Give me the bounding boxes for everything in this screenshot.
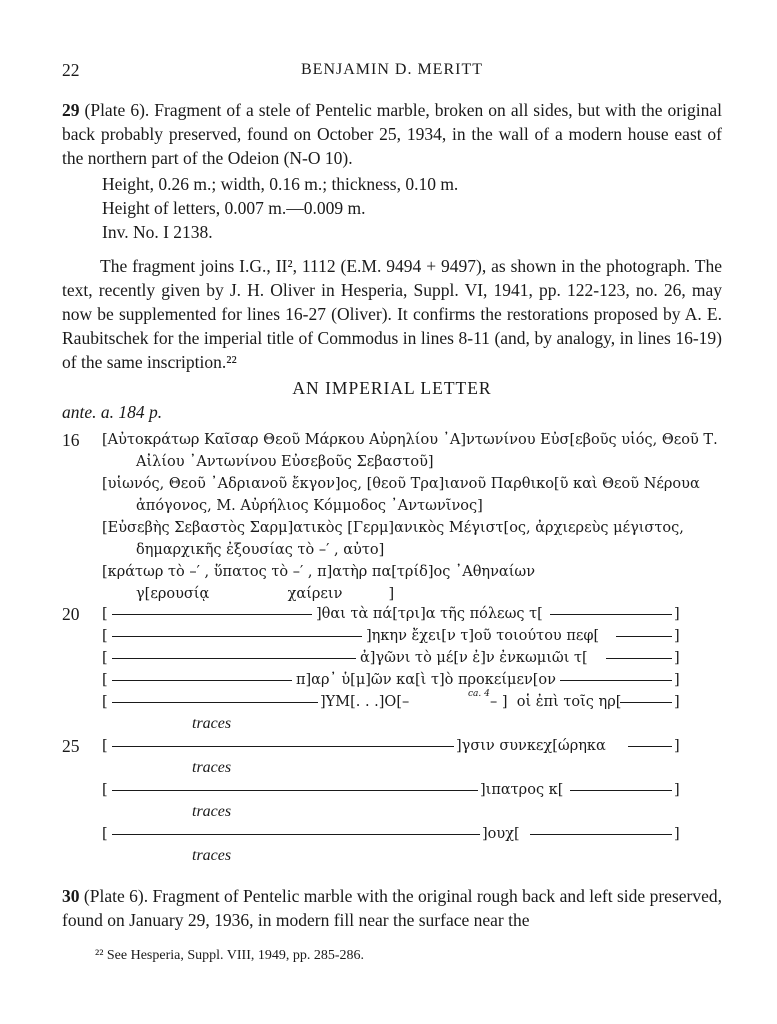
inscription-line-18b: δημαρχικῆς ἐξουσίας τὸ –′ , αὐτο] [136,542,385,558]
lacuna-right-bracket: ] [674,694,680,710]
line-number-16: 16 [62,430,80,450]
lacuna-right-bracket: ] [674,826,680,842]
page-header [62,58,722,82]
entry-29-measurements [102,172,702,244]
lacuna-dashes [620,702,672,703]
inscription-line-24a: ]ΥΜ[. . .]Ο[– [320,694,414,710]
lacuna-dashes [550,614,672,615]
inscription-line-19b: γ[ερουσίᾳ χαίρειν ] [136,586,395,602]
lacuna-right-bracket: ] [674,628,680,644]
entry-29-discussion: The fragment joins I.G., II², 1112 (E.M. 9494 + 9497), as shown in the photograph. The text, recently given by J. H. Oliver in Hesperia, Suppl. VI, 1941, pp. 122-123, no. 26, may now be supplemented for lines 16-27 (Oliver). It confirms the restorations proposed by A. E. Raubitschek for the imperial title of Commodus in lines 8-11 (and, by analogy, in lines 16-19) of the same inscription.²² [62,256,722,372]
measurement-dimensions: Height, 0.26 m.; width, 0.16 m.; thickness, 0.10 m. [102,174,459,194]
lacuna-left-bracket: [ [102,782,108,798]
entry-29-text: (Plate 6). Fragment of a stele of Pentelic marble, broken on all sides, but with the original back probably preserved, found on October 25, 1934, in the wall of a modern house east of the northern part of the Odeion (N-O 10). [62,100,722,168]
page-number: 22 [62,60,80,80]
inscription-line-26: ]ιπατρος κ[ [480,782,564,798]
lacuna-left-bracket: [ [102,606,108,622]
inscription-line-20: ]θαι τὰ πά[τρι]α τῆς πόλεως τ[ [316,606,543,622]
traces-label: traces [192,803,232,820]
entry-30-number: 30 [62,886,80,906]
inscription-line-16b: Αἰλίου ᾿Αντωνίνου Εὐσεβοῦς Σεβαστοῦ] [136,454,434,470]
entry-29-paragraph [62,98,722,170]
inscription-line-18a: [Εὐσεβὴς Σεβαστὸς Σαρμ]ατικὸς [Γερμ]ανικὸς Μέγιστ[ος, ἀρχιερεὺς μέγιστος, [102,520,684,536]
entry-30-text: (Plate 6). Fragment of Pentelic marble with the original rough back and left side preserved, found on January 29, 1936, in modern fill near the surface near the [62,886,722,930]
traces-label: traces [192,847,232,864]
traces-label: traces [192,759,232,776]
lacuna-right-bracket: ] [674,782,680,798]
inscription-line-16a: [Αὐτοκράτωρ Καῖσαρ Θεοῦ Μάρκου Αὐρηλίου ᾿Α]ντωνίνου Εὐσ[εβοῦς υἱός, Θεοῦ Τ. [102,432,718,448]
lacuna-dashes [112,834,480,835]
entry-29-number: 29 [62,100,80,120]
measurement-letters: Height of letters, 0.007 m.—0.009 m. [102,198,366,218]
inscription-line-27: ]ουχ[ [482,826,520,842]
line-number-20: 20 [62,604,80,624]
section-title: AN IMPERIAL LETTER [292,378,492,398]
lacuna-dashes [530,834,672,835]
traces-label: traces [192,715,232,732]
lacuna-right-bracket: ] [674,606,680,622]
inscription-line-17a: [υἱωνός, Θεοῦ ᾿Αδριανοῦ ἔκγον]ος, [θεοῦ Τρα]ιανοῦ Παρθικο[ῦ καὶ Θεοῦ Νέρουα [102,476,700,492]
lacuna-dashes [112,702,318,703]
lacuna-dashes [112,680,292,681]
lacuna-dashes [570,790,672,791]
inscription-line-22: ἀ]γῶνι τὸ μέ[ν ἐ]ν ἐνκωμιῶι τ[ [360,650,588,666]
inscription-line-24b: – ] οἱ ἐπὶ τοῖς ηρ[ [490,694,622,710]
inscription-line-25: ]γσιν συνκεχ[ώρηκα [456,738,606,754]
ca-note: ca. 4 [468,689,490,699]
lacuna-left-bracket: [ [102,650,108,666]
lacuna-left-bracket: [ [102,672,108,688]
inscription-line-23: π]αρ᾿ ὑ[μ]ῶν κα[ὶ τ]ὸ προκείμεν[ον [296,672,556,688]
inscription-line-19a: [κράτωρ τὸ –′ , ὕπατος τὸ –′ , π]ατὴρ πα[τρίδ]ος ᾿Αθηναίων [102,564,536,580]
measurement-inventory: Inv. No. I 2138. [102,222,213,242]
date-note: ante. a. 184 p. [62,402,163,422]
lacuna-dashes [112,614,312,615]
lacuna-right-bracket: ] [674,650,680,666]
lacuna-dashes [112,658,356,659]
lacuna-dashes [112,746,454,747]
lacuna-dashes [606,658,672,659]
footnote: ²² See Hesperia, Suppl. VIII, 1949, pp. 285-286. [95,948,365,963]
running-title: BENJAMIN D. MERITT [301,61,483,78]
lacuna-right-bracket: ] [674,672,680,688]
entry-30-paragraph [62,884,722,932]
lacuna-dashes [560,680,672,681]
lacuna-left-bracket: [ [102,826,108,842]
lacuna-left-bracket: [ [102,694,108,710]
lacuna-right-bracket: ] [674,738,680,754]
lacuna-dashes [112,790,478,791]
lacuna-left-bracket: [ [102,738,108,754]
lacuna-dashes [112,636,362,637]
inscription-line-21: ]ηκην ἔχει[ν τ]οῦ τοιούτου πεφ[ [366,628,600,644]
lacuna-dashes [616,636,672,637]
inscription-line-17b: ἀπόγονος, Μ. Αὐρήλιος Κόμμοδος ᾿Αντωνῖνος] [136,498,483,514]
lacuna-dashes [628,746,672,747]
line-number-25: 25 [62,736,80,756]
lacuna-left-bracket: [ [102,628,108,644]
